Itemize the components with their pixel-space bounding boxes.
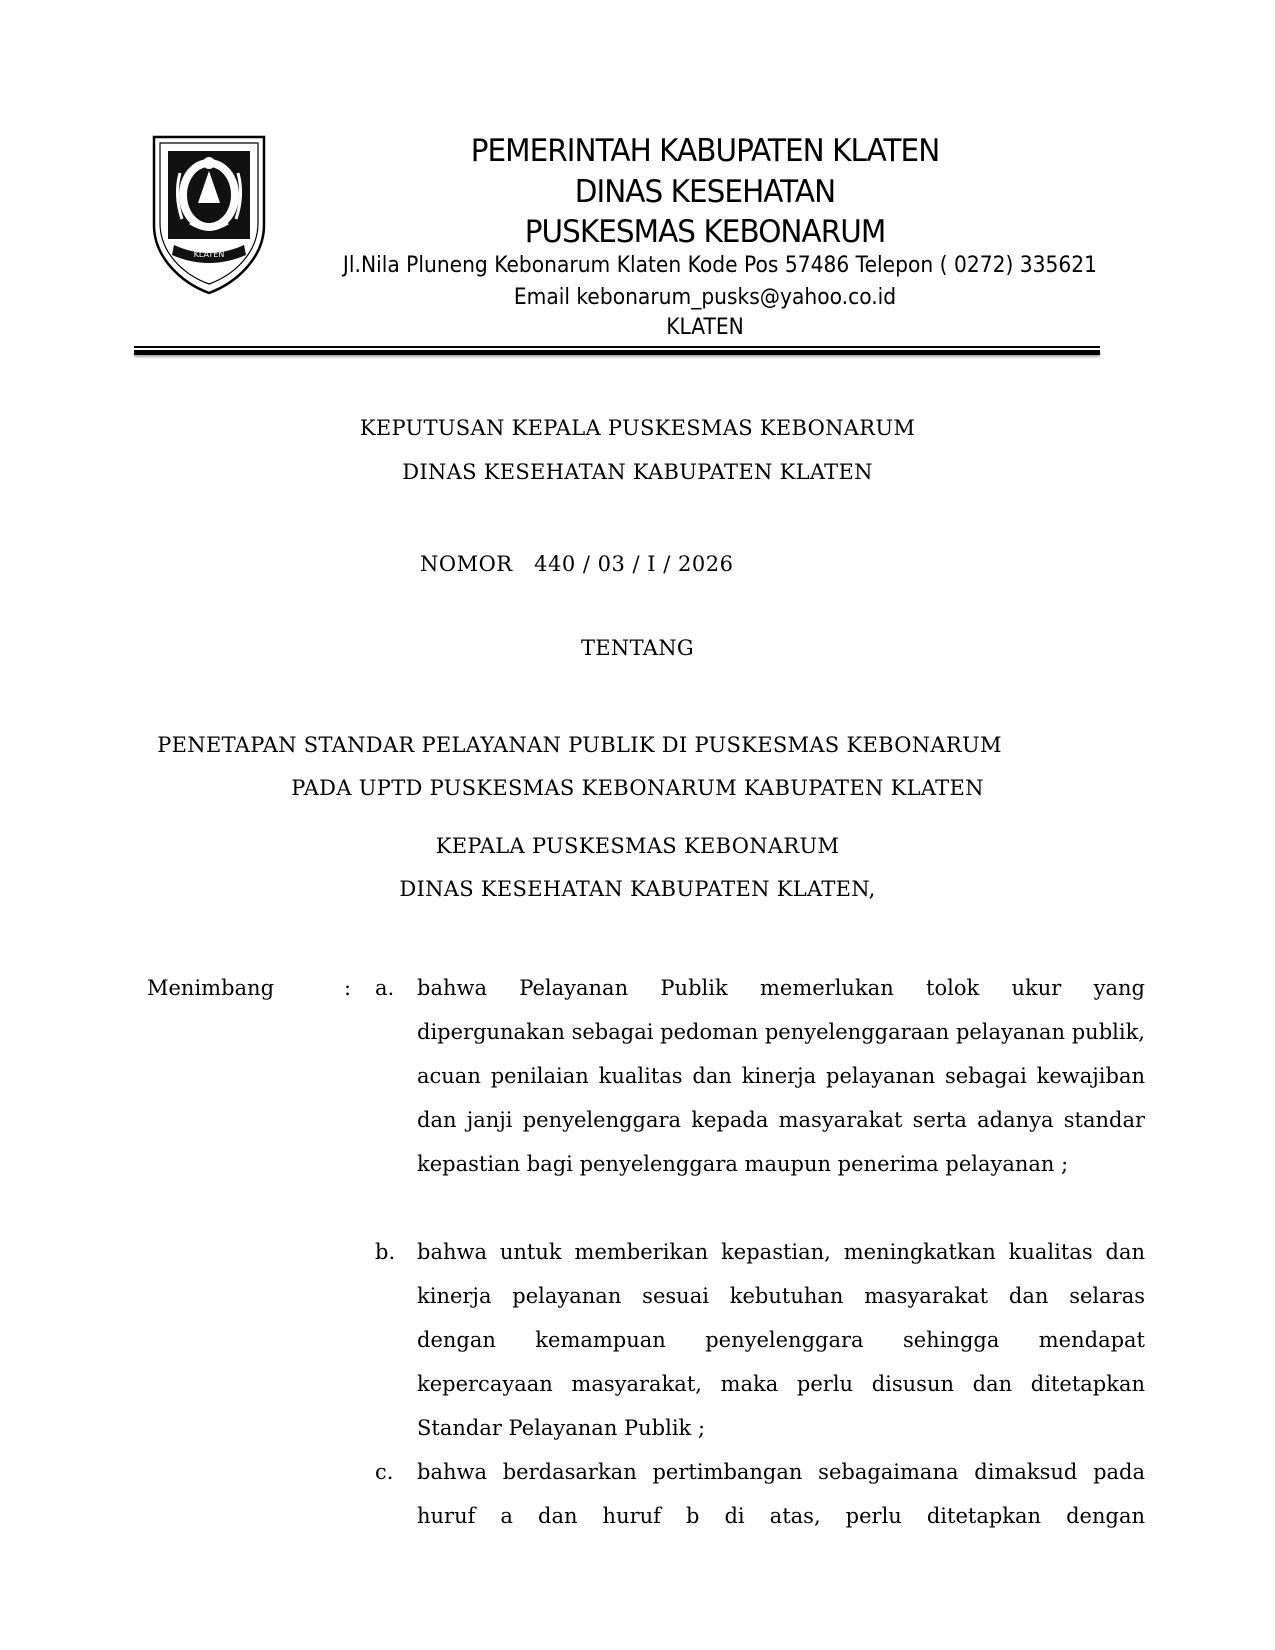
decree-subject-line2: PADA UPTD PUSKESMAS KEBONARUM KABUPATEN KLATEN xyxy=(291,776,984,800)
decree-official-line1: KEPALA PUSKESMAS KEBONARUM xyxy=(435,834,840,858)
letterhead-divider-thin xyxy=(134,346,1100,348)
menimbang-item-text: bahwa untuk memberikan kepastian, meningkatkan kualitas dan kinerja pelayanan sesuai kebutuhan masyarakat dan selaras dengan kemampuan penyelenggara sehingga mendapat kepercayaan masyarakat, maka perlu disusun dan ditetapkan Standar Pelayanan Publik ; xyxy=(417,1240,1145,1440)
menimbang-label: Menimbang xyxy=(147,976,275,1000)
menimbang-item-letter: b. xyxy=(375,1240,396,1264)
menimbang-item-text: bahwa Pelayanan Publik memerlukan tolok ukur yang dipergunakan sebagai pedoman penyelenggaraan pelayanan publik, acuan penilaian kualitas dan kinerja pelayanan sebagai kewajiban dan janji penyelenggara kepada masyarakat serta adanya standar kepastian bagi penyelenggara maupun penerima pelayanan ; xyxy=(417,976,1145,1176)
decree-title-line1: KEPUTUSAN KEPALA PUSKESMAS KEBONARUM xyxy=(359,416,916,440)
decree-subject-line1: PENETAPAN STANDAR PELAYANAN PUBLIK DI PUSKESMAS KEBONARUM xyxy=(157,733,1002,757)
letterhead-email: Email kebonarum_pusks@yahoo.co.id xyxy=(513,285,897,310)
menimbang-colon: : xyxy=(344,976,352,1000)
menimbang-item-letter: a. xyxy=(375,976,395,1000)
decree-official-line2: DINAS KESEHATAN KABUPATEN KLATEN, xyxy=(399,877,876,901)
letterhead-department: DINAS KESEHATAN xyxy=(574,174,836,210)
decree-title-line2: DINAS KESEHATAN KABUPATEN KLATEN xyxy=(402,460,873,484)
letterhead-institution: PUSKESMAS KEBONARUM xyxy=(524,214,886,250)
menimbang-item-text: bahwa berdasarkan pertimbangan sebagaimana dimaksud pada huruf a dan huruf b di atas, perlu ditetapkan dengan xyxy=(417,1460,1145,1528)
letterhead-address: Jl.Nila Pluneng Kebonarum Klaten Kode Pos 57486 Telepon ( 0272) 335621 xyxy=(342,253,1098,278)
decree-number: NOMOR 440 / 03 / I / 2026 xyxy=(420,552,734,576)
logo-ribbon-text: KLATEN xyxy=(193,250,225,259)
letterhead-government: PEMERINTAH KABUPATEN KLATEN xyxy=(470,133,940,169)
menimbang-item-letter: c. xyxy=(375,1460,394,1484)
letterhead-city: KLATEN xyxy=(666,315,744,340)
klaten-coat-of-arms-logo xyxy=(150,133,268,297)
letterhead-divider-thick xyxy=(134,350,1100,355)
decree-tentang: TENTANG xyxy=(581,636,694,660)
